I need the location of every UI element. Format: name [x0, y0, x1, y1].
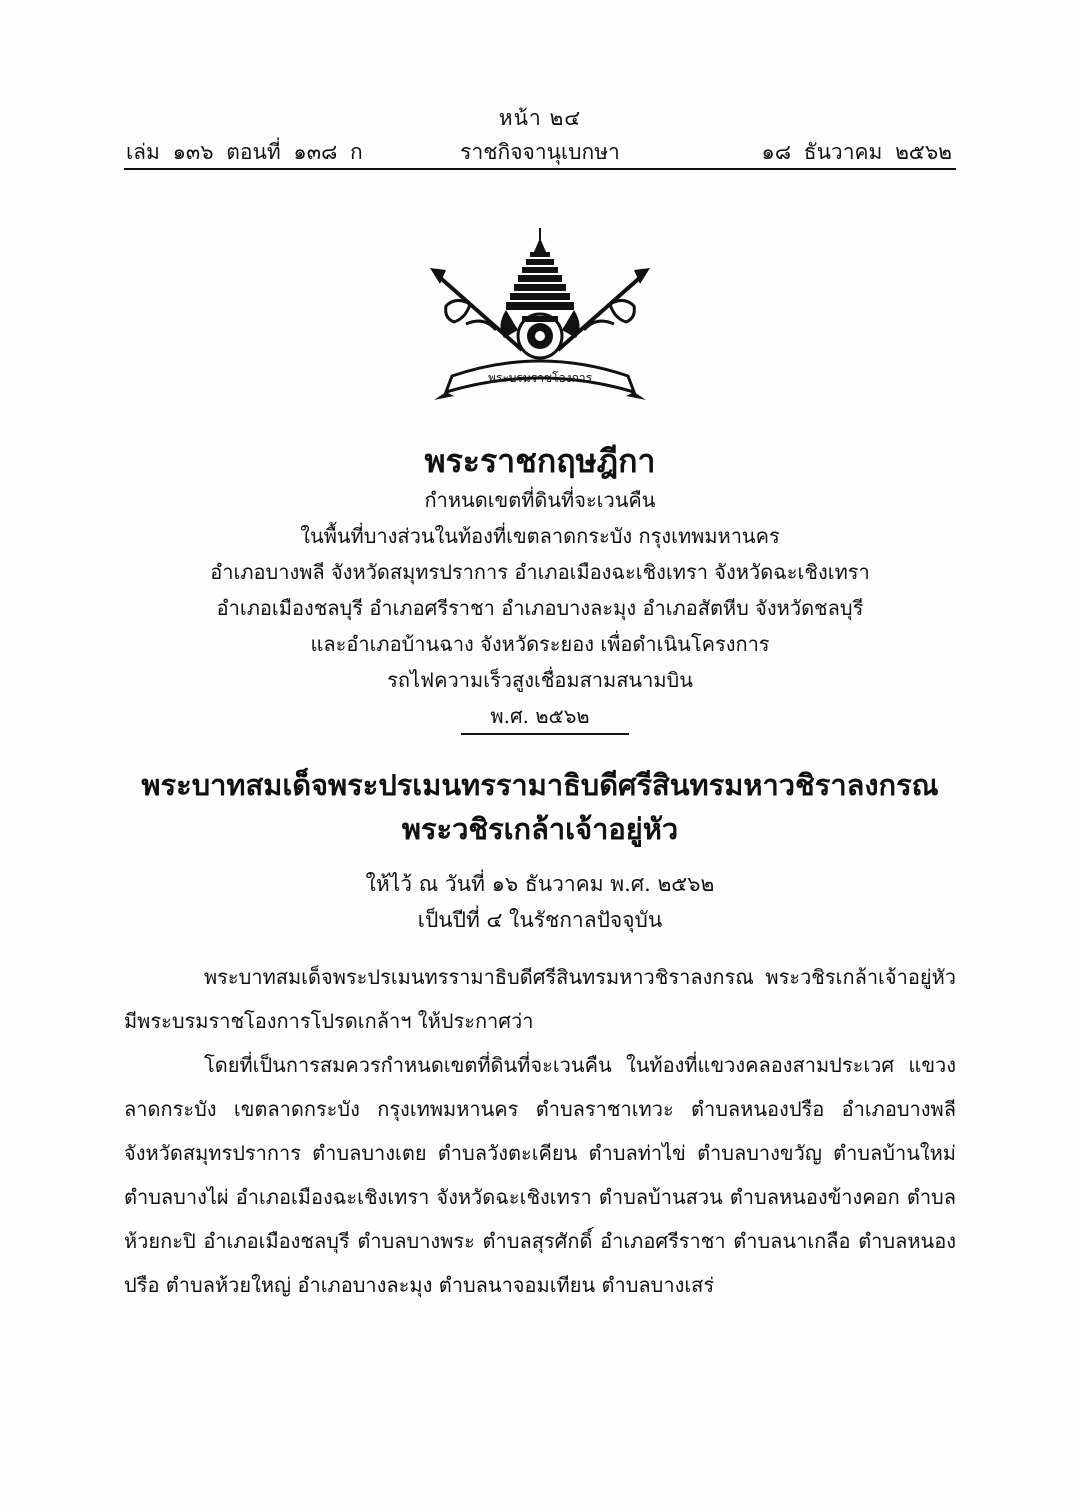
subtitle-line: อำเภอบางพลี จังหวัดสมุทรปราการ อำเภอเมืองฉะเชิงเทรา จังหวัดฉะเชิงเทรา: [210, 560, 870, 584]
king-name-line1: พระบาทสมเด็จพระปรเมนทรรามาธิบดีศรีสินทรมหาวชิราลงกรณ: [141, 768, 939, 802]
decree-subtitle: [0, 482, 1080, 734]
body-paragraph-1: [124, 955, 956, 1043]
subtitle-line: รถไฟความเร็วสูงเชื่อมสามสนามบิน: [387, 668, 693, 692]
body-paragraph-2: [124, 1043, 956, 1307]
title-divider: [461, 733, 629, 735]
subtitle-line: และอำเภอบ้านฉาง จังหวัดระยอง เพื่อดำเนินโครงการ: [310, 632, 770, 656]
header-divider: [124, 168, 956, 170]
king-name: [0, 763, 1080, 851]
subtitle-line: ในพื้นที่บางส่วนในท้องที่เขตลาดกระบัง กรุงเทพมหานคร: [300, 524, 780, 548]
subtitle-line: กำหนดเขตที่ดินที่จะเวนคืน: [424, 488, 656, 512]
subtitle-line: อำเภอเมืองชลบุรี อำเภอศรีราชา อำเภอบางละมุง อำเภอสัตหีบ จังหวัดชลบุรี: [216, 596, 864, 620]
paragraph-text: โดยที่เป็นการสมควรกำหนดเขตที่ดินที่จะเวนคืน ในท้องที่แขวงคลองสามประเวศ แขวงลาดกระบัง เขตลาดกระบัง กรุงเทพมหานคร ตำบลราชาเทวะ ตำบลหนองปรือ อำเภอบางพลี จังหวัดสมุทรปราการ ตำบลบางเตย ตำบลวังตะเคียน ตำบลท่าไข่ ตำบลบางขวัญ ตำบลบ้านใหม่ ตำบลบางไผ่ อำเภอเมืองฉะเชิงเทรา จังหวัดฉะเชิงเทรา ตำบลบ้านสวน ตำบลหนองข้างคอก ตำบลห้วยกะปิ อำเภอเมืองชลบุรี ตำบลบางพระ ตำบลสุรศักดิ์ อำเภอศรีราชา ตำบลนาเกลือ ตำบลหนองปรือ ตำบลห้วยใหญ่ อำเภอบางละมุง ตำบลนาจอมเทียน ตำบลบางเสร่: [124, 1053, 956, 1297]
seal-ribbon-text: พระบรมราชโองการ: [487, 371, 593, 385]
volume-issue: เล่ม ๑๓๖ ตอนที่ ๑๓๘ ก: [126, 140, 363, 164]
decree-year: พ.ศ. ๒๕๖๒: [490, 704, 590, 728]
reign-year: เป็นปีที่ ๔ ในรัชกาลปัจจุบัน: [417, 908, 663, 932]
paragraph-text: พระบาทสมเด็จพระปรเมนทรรามาธิบดีศรีสินทรมหาวชิราลงกรณ พระวชิรเกล้าเจ้าอยู่หัว มีพระบรมราชโองการโปรดเกล้าฯ ให้ประกาศว่า: [124, 965, 956, 1033]
gazette-name: ราชกิจจานุเบกษา: [460, 140, 620, 164]
page-number: หน้า ๒๔: [498, 106, 582, 130]
gazette-header: [124, 136, 956, 166]
given-date-block: [0, 866, 1080, 938]
issue-date: ๑๘ ธันวาคม ๒๕๖๒: [761, 140, 952, 164]
given-date: ให้ไว้ ณ วันที่ ๑๖ ธันวาคม พ.ศ. ๒๕๖๒: [365, 872, 715, 896]
king-name-line2: พระวชิรเกล้าเจ้าอยู่หัว: [401, 812, 679, 846]
decree-title: พระราชกฤษฎีกา: [424, 442, 656, 480]
royal-seal-emblem-icon: [426, 226, 654, 408]
